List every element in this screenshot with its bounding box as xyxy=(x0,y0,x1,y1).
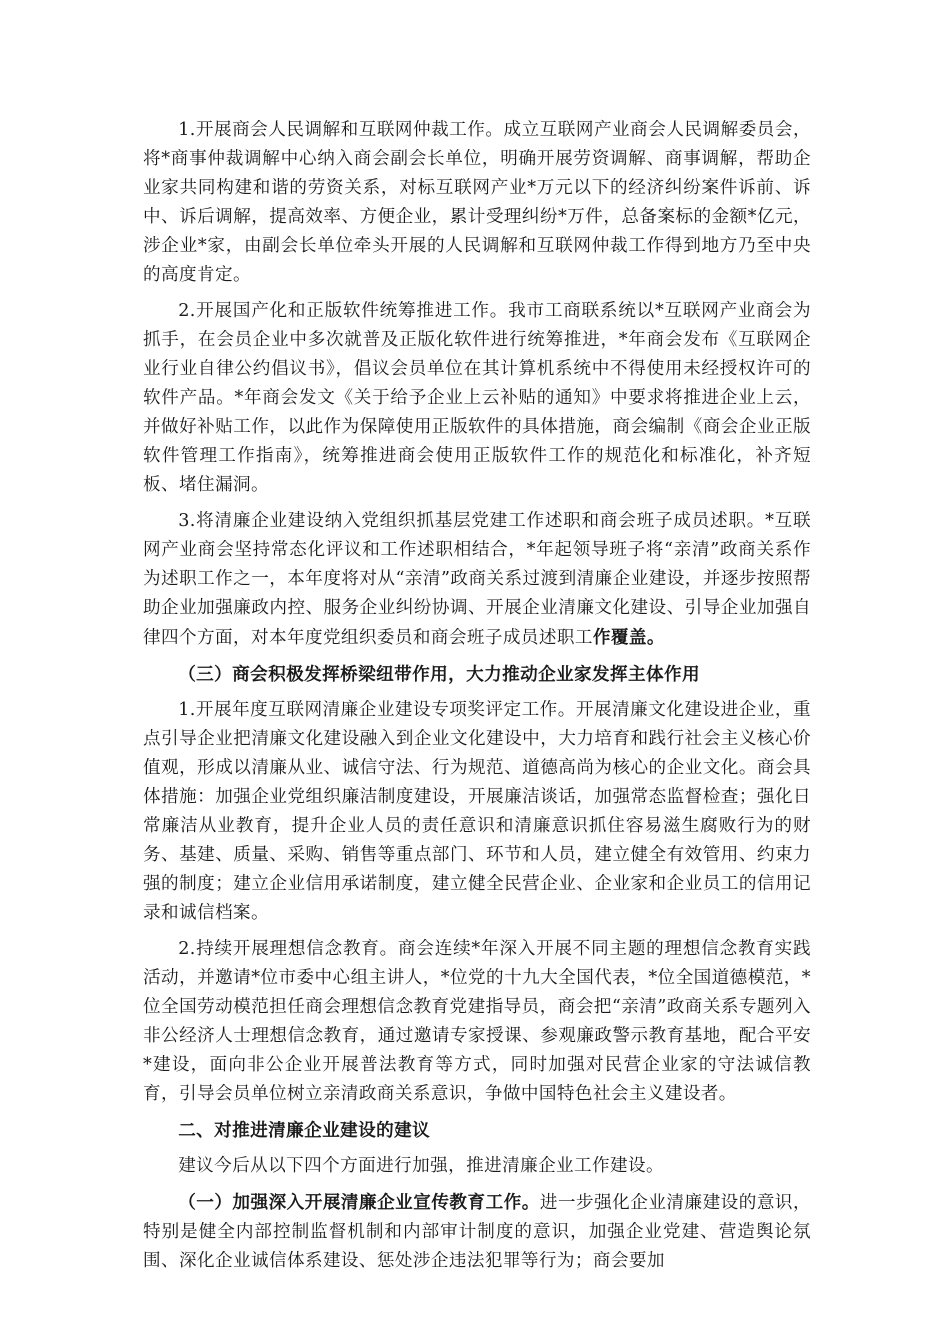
paragraph-reporting xyxy=(143,507,811,653)
suggestion-1-title: （一）加强深入开展清廉企业宣传教育工作。 xyxy=(178,1192,540,1213)
section-heading-2: 二、对推进清廉企业建设的建议 xyxy=(178,1120,431,1141)
section-heading-3: （三）商会积极发挥桥梁纽带作用，大力推动企业家发挥主体作用 xyxy=(178,664,701,685)
paragraph-reporting-text: 3.将清廉企业建设纳入党组织抓基层党建工作述职和商会班子成员述职。*互联网产业商会坚持常态化评议和工作述职相结合，*年起领导班子将“亲清”政商关系作为述职工作之一，本年度将对从“亲清”政商关系过渡到清廉企业建设，并逐步按照帮助企业加强廉政内控、服务企业纠纷协调、开展企业清廉文化建设、引导企业加强自律四个方面，对本年度党组织委员和商会班子成员述职工 xyxy=(143,511,811,648)
paragraph-mediation: 1.开展商会人民调解和互联网仲裁工作。成立互联网产业商会人民调解委员会，将*商事仲裁调解中心纳入商会副会长单位，明确开展劳资调解、商事调解，帮助企业家共同构建和谐的劳资关系，对标互联网产业*万元以下的经济纠纷案件诉前、诉中、诉后调解，提高效率、方便企业，累计受理纠纷*万件，总备案标的金额*亿元，涉企业*家，由副会长单位牵头开展的人民调解和互联网仲裁工作得到地方乃至中央的高度肯定。 xyxy=(143,120,811,285)
paragraph-education: 2.持续开展理想信念教育。商会连续*年深入开展不同主题的理想信念教育实践活动，并邀请*位市委中心组主讲人，*位党的十九大全国代表，*位全国道德模范，*位全国劳动模范担任商会理想信念教育党建指导员，商会把“亲清”政商关系专题列入非公经济人士理想信念教育，通过邀请专家授课、参观廉政警示教育基地，配合平安*建设，面向非公企业开展普法教育等方式，同时加强对民营企业家的守法诚信教育，引导会员单位树立亲清政商关系意识，争做中国特色社会主义建设者。 xyxy=(143,939,811,1104)
paragraph-award: 1.开展年度互联网清廉企业建设专项奖评定工作。开展清廉文化建设进企业，重点引导企业把清廉文化建设融入到企业文化建设中，大力培育和践行社会主义核心价值观，形成以清廉从业、诚信守法、行为规范、道德高尚为核心的企业文化。商会具体措施：加强企业党组织廉洁制度建设，开展廉洁谈话，加强常态监督检查；强化日常廉洁从业教育，提升企业人员的责任意识和清廉意识抓住容易滋生腐败行为的财务、基建、质量、采购、销售等重点部门、环节和人员，建立健全有效管用、约束力强的制度；建立企业信用承诺制度，建立健全民营企业、企业家和企业员工的信用记录和诚信档案。 xyxy=(143,700,811,923)
document-page xyxy=(143,116,811,1276)
paragraph-suggestion-intro: 建议今后从以下四个方面进行加强，推进清廉企业工作建设。 xyxy=(178,1156,665,1176)
suggestion-1-text: 进一步强化企业清廉建设的意识，特别是健全内部控制监督机制和内部审计制度的意识，加强企业党建、营造舆论氛围、深化企业诚信体系建设、惩处涉企违法犯罪等行为；商会要加 xyxy=(143,1193,811,1271)
paragraph-software: 2.开展国产化和正版软件统筹推进工作。我市工商联系统以*互联网产业商会为抓手，在会员企业中多次就普及正版化软件进行统筹推进，*年商会发布《互联网企业行业自律公约倡议书》，倡议会员单位在其计算机系统中不得使用未经授权许可的软件产品。*年商会发文《关于给予企业上云补贴的通知》中要求将推进企业上云，并做好补贴工作，以此作为保障使用正版软件的具体措施，商会编制《商会企业正版软件管理工作指南》，统筹推进商会使用正版软件工作的规范化和标准化，补齐短板、堵住漏洞。 xyxy=(143,301,811,495)
paragraph-reporting-bold-end: 作覆盖。 xyxy=(592,627,665,648)
paragraph-suggestion-1 xyxy=(143,1188,811,1276)
